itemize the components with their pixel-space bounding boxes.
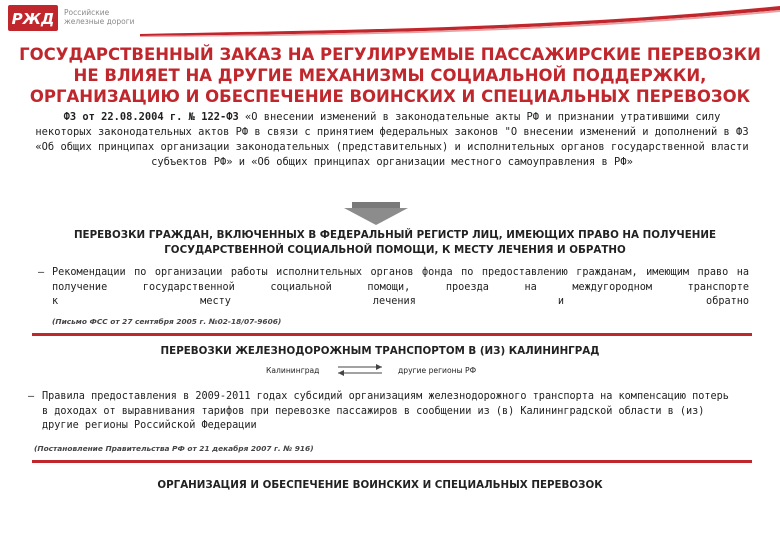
law-reference-lead: ФЗ от 22.08.2004 г. № 122-ФЗ	[63, 111, 239, 123]
law-reference-body: «О внесении изменений в законодательные акты РФ и признании утратившими силу некоторых законодательных актов РФ в связи с принятием федеральных законов "О внесении изменений и дополнений в ФЗ «Об общих принципах организации законодательных (представительных) и исполнительных органов государственной власти субъектов РФ» и «Об общих принципах организации местного самоуправления в РФ»	[35, 111, 749, 168]
bullet-recommendations-end: к месту лечения и обратно	[52, 296, 749, 307]
header	[0, 0, 780, 40]
logo-text	[64, 8, 135, 26]
route-from-label: Калининград	[266, 366, 320, 375]
bullet-recommendations-main: Рекомендации по организации работы исполнительных органов фонда по предоставлению гражданам, имеющим право на получение государственной социальной помощи, проезда на междугородном транспорте	[52, 267, 749, 293]
down-arrow-icon	[344, 200, 408, 226]
divider-line	[32, 333, 752, 336]
divider-line	[32, 460, 752, 463]
page-title: ГОСУДАРСТВЕННЫЙ ЗАКАЗ НА РЕГУЛИРУЕМЫЕ ПАССАЖИРСКИЕ ПЕРЕВОЗКИ НЕ ВЛИЯЕТ НА ДРУГИЕ МЕХАНИЗМЫ СОЦИАЛЬНОЙ ПОДДЕРЖКИ, ОРГАНИЗАЦИЮ И ОБЕСПЕЧЕНИЕ ВОИНСКИХ И СПЕЦИАЛЬНЫХ ПЕРЕВОЗОК	[19, 45, 761, 106]
bullet-recommendations	[38, 266, 749, 310]
header-swoosh-decoration	[140, 0, 780, 40]
section-heading-military: ОРГАНИЗАЦИЯ И ОБЕСПЕЧЕНИЕ ВОИНСКИХ И СПЕЦИАЛЬНЫХ ПЕРЕВОЗОК	[157, 479, 603, 491]
reference-government-decree: (Постановление Правительства РФ от 21 декабря 2007 г. № 916)	[34, 444, 314, 453]
bullet-subsidy-rules	[28, 390, 732, 434]
reference-fss-letter: (Письмо ФСС от 27 сентября 2005 г. №02-18/07-9606)	[52, 317, 282, 326]
section-heading-kaliningrad: ПЕРЕВОЗКИ ЖЕЛЕЗНОДОРОЖНЫМ ТРАНСПОРТОМ В (ИЗ) КАЛИНИНГРАД	[160, 345, 600, 357]
bullet-dash: –	[38, 267, 45, 278]
logo-line-2: железные дороги	[64, 17, 135, 26]
rzd-logo-icon	[8, 5, 58, 31]
route-to-label: другие регионы РФ	[398, 366, 477, 375]
bidirectional-arrow-icon	[336, 362, 384, 378]
law-reference-text	[34, 110, 750, 170]
bullet-dash: –	[28, 391, 35, 402]
bullet-subsidy-rules-text: Правила предоставления в 2009-2011 годах субсидий организациям железнодорожного транспорта на компенсацию потерь в доходах от выравнивания тарифов при перевозке пассажиров в сообщении из (в) Калининградской области в (из) другие регионы Российской Федерации	[42, 391, 729, 431]
logo-line-1: Российские	[64, 8, 110, 17]
svg-text:РЖД: РЖД	[11, 10, 55, 28]
section-heading-registry: ПЕРЕВОЗКИ ГРАЖДАН, ВКЛЮЧЕННЫХ В ФЕДЕРАЛЬНЫЙ РЕГИСТР ЛИЦ, ИМЕЮЩИХ ПРАВО НА ПОЛУЧЕНИЕ ГОСУДАРСТВЕННОЙ СОЦИАЛЬНОЙ ПОМОЩИ, К МЕСТУ ЛЕЧЕНИЯ И ОБРАТНО	[73, 229, 717, 256]
